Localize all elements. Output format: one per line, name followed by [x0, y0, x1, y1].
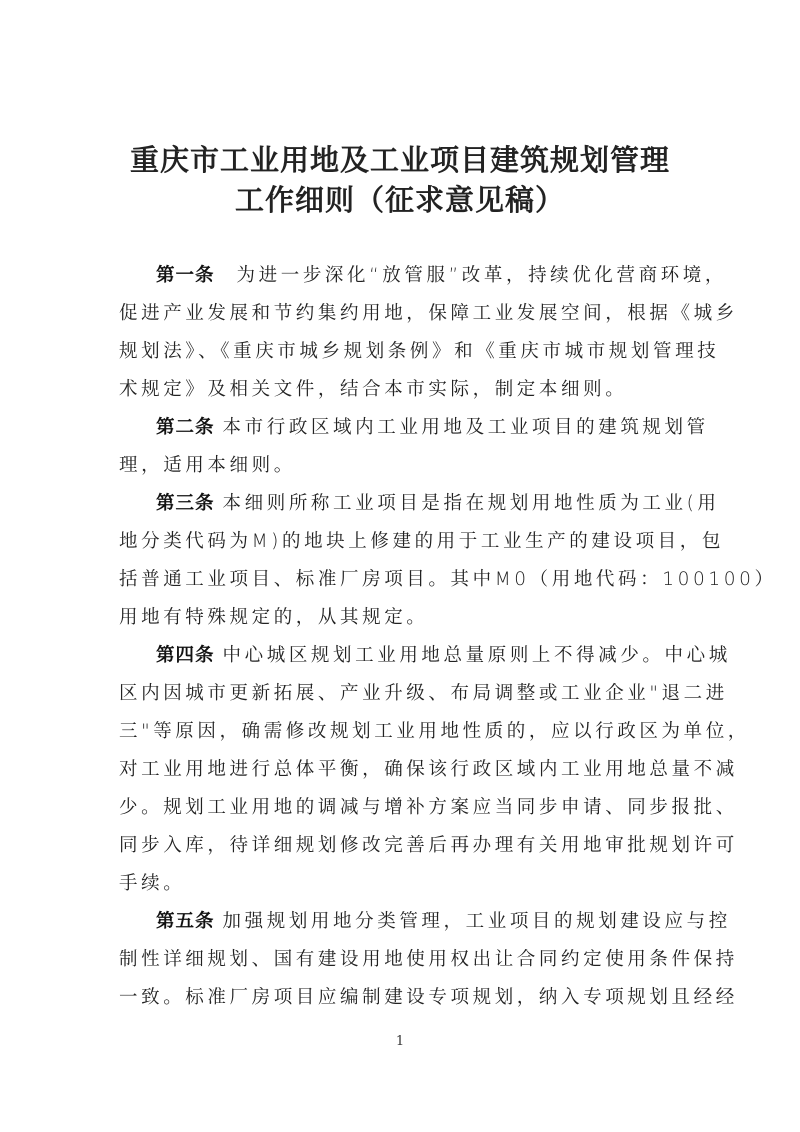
- article-label: 第三条: [156, 493, 215, 514]
- page-number: 1: [395, 1034, 405, 1049]
- paragraph-line: [119, 257, 727, 295]
- paragraph-line: [119, 637, 731, 675]
- article-label: 第一条: [156, 265, 215, 286]
- article-5: [119, 903, 738, 1017]
- document-title-line-1: 重庆市工业用地及工业项目建筑规划管理: [129, 143, 670, 177]
- paragraph-line: 少。规划工业用地的调减与增补方案应当同步申请、同步报批、: [119, 797, 738, 818]
- article-1: [119, 257, 738, 409]
- article-text: 中心城区规划工业用地总量原则上不得减少。中心城: [222, 645, 731, 666]
- paragraph-line: 术规定》及相关文件，结合本市实际，制定本细则。: [119, 379, 628, 400]
- article-label: 第四条: [156, 645, 215, 666]
- paragraph-line: 同步入库，待详细规划修改完善后再办理有关用地审批规划许可: [119, 835, 738, 856]
- paragraph-line: 手续。: [119, 873, 186, 894]
- paragraph-line: 促进产业发展和节约集约用地，保障工业发展空间，根据《城乡: [119, 303, 738, 324]
- article-text: 本细则所称工业项目是指在规划用地性质为工业(用: [222, 493, 720, 514]
- paragraph-line: [119, 409, 709, 447]
- article-3: [119, 485, 777, 637]
- document-body: [119, 257, 777, 1017]
- paragraph-line: 理，适用本细则。: [119, 455, 296, 476]
- paragraph-line: 区内因城市更新拓展、产业升级、布局调整或工业企业"退二进: [119, 683, 728, 704]
- paragraph-line: 三"等原因，确需修改规划工业用地性质的，应以行政区为单位，: [119, 721, 750, 742]
- paragraph-line: 地分类代码为M)的地块上修建的用于工业生产的建设项目，包: [119, 531, 724, 552]
- paragraph-line: 对工业用地进行总体平衡，确保该行政区域内工业用地总量不减: [119, 759, 738, 780]
- article-label: 第五条: [156, 911, 215, 932]
- paragraph-line: [119, 903, 731, 941]
- article-label: 第二条: [156, 417, 215, 438]
- paragraph-line: [119, 485, 720, 523]
- document-title-line-2: 工作细则（征求意见稿）: [234, 183, 565, 217]
- paragraph-line: 括普通工业项目、标准厂房项目。其中M0（用地代码：100100）: [119, 569, 777, 590]
- paragraph-line: 规划法》、《重庆市城乡规划条例》和《重庆市城市规划管理技: [119, 341, 720, 362]
- paragraph-line: 用地有特殊规定的，从其规定。: [119, 607, 429, 628]
- article-4: [119, 637, 750, 903]
- paragraph-line: 一致。标准厂房项目应编制建设专项规划，纳入专项规划且经经: [119, 987, 738, 1008]
- article-text: 为进一步深化“放管服”改革，持续优化营商环境，: [236, 265, 727, 286]
- article-text: 加强规划用地分类管理，工业项目的规划建设应与控: [222, 911, 731, 932]
- paragraph-line: 制性详细规划、国有建设用地使用权出让合同约定使用条件保持: [119, 949, 738, 970]
- article-text: 本市行政区域内工业用地及工业项目的建筑规划管: [222, 417, 709, 438]
- article-2: [119, 409, 709, 485]
